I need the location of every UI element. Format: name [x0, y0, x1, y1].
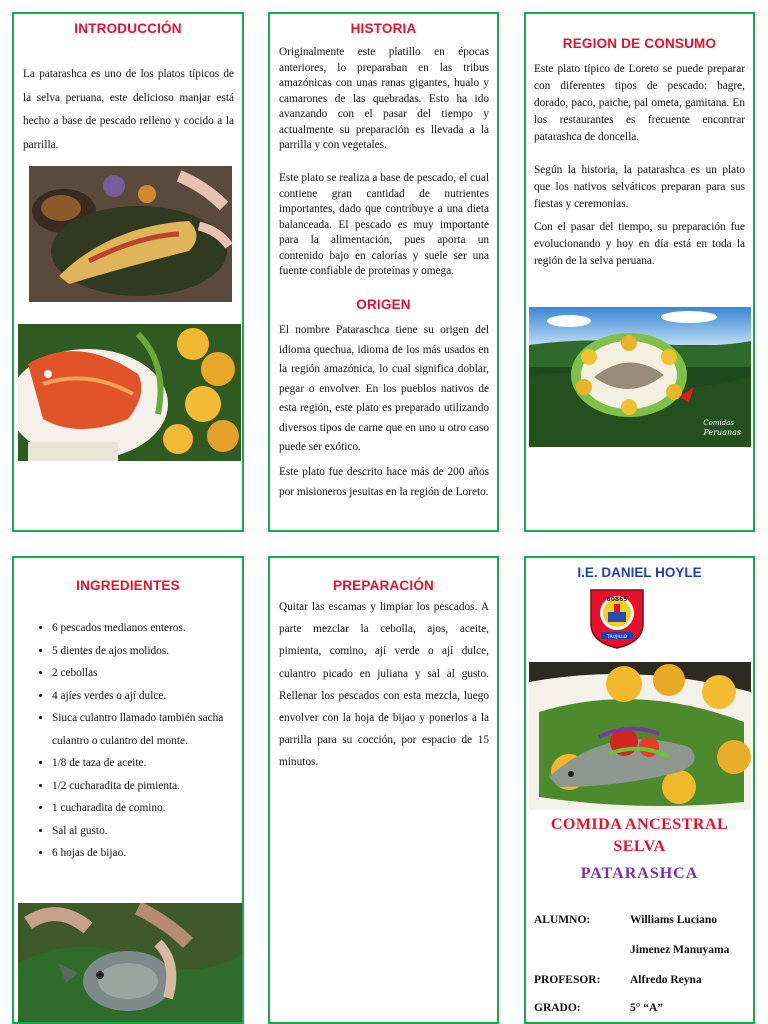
- photo-wrapping-fish: [18, 903, 243, 1024]
- ingredient-item: • 1/2 cucharadita de pimienta.: [52, 775, 236, 798]
- ingredient-item: • 1 cucharadita de comino.: [52, 797, 236, 820]
- panel-introduccion: [12, 12, 244, 532]
- ingredient-item: • 5 dientes de ajos molidos.: [52, 640, 236, 663]
- cover-title-2: PATARASHCA: [580, 865, 699, 882]
- ingredient-item: • Siuca culantro llamado también sacha culantro o culantro del monte.: [52, 707, 236, 752]
- region-title: REGION DE CONSUMO: [562, 36, 717, 51]
- preparacion-title: PREPARACIÓN: [333, 578, 434, 593]
- panel-ingredientes: [12, 556, 244, 1024]
- panel-cover: [524, 556, 755, 1024]
- info-value: Jimenez Manuyama: [630, 944, 730, 956]
- region-paragraph-3: Con el pasar del tiempo, su preparación fue evolucionando y hoy en día está en toda la región de la selva peruana.: [534, 221, 745, 267]
- origen-title: ORIGEN: [356, 297, 411, 312]
- ingredient-item: • 6 hojas de bijao.: [52, 842, 236, 865]
- info-value: 5° “A”: [630, 1002, 664, 1014]
- panel-region: [524, 12, 755, 532]
- cover-title-1: COMIDA ANCESTRAL SELVA: [550, 816, 729, 855]
- historia-paragraph-1: Originalmente este platillo en épocas anteriores, lo preparaban en las tribus amazónicas con unas ranas gigantes, hualo y camarones de las quebradas. Esto ha ido avanzando con el pasar del tiempo y actualmente su preparación es llevada a la parrilla y con vegetales.: [279, 46, 489, 151]
- origen-paragraph-1: El nombre Pataraschca tiene su origen del idioma quechua, idioma de los más usados en la región amazónica, lo cual significa doblar, pegar o envolver. En los pueblos nativos de esta región, este plato es preparado utilizando diversos tipos de carne que en uno u otro caso puede ser exótico.: [279, 324, 489, 453]
- panel-preparacion: [268, 556, 499, 1024]
- region-paragraph-2: Según la historia, la patarashca es un plato que los nativos selváticos preparan para sus fiestas y ceremonias.: [534, 164, 745, 210]
- info-value: Williams Luciano: [630, 914, 718, 926]
- historia-paragraph-2: Este plato se realiza a base de pescado, el cual contiene gran cantidad de nutrientes importantes, dado que contribuye a una dieta balanceada. El pescado es muy importante para la alimentación, pues aporta un contenido bajo en calorías y suele ser una fuente confiable de proteínas y omega.: [279, 172, 489, 277]
- info-label: ALUMNO:: [534, 914, 591, 926]
- region-paragraph-1: Este plato típico de Loreto se puede preparar con diferentes tipos de pescado: bagre, dorado, paco, paiche, pal ometa, gamitana. En los restaurantes es frecuente encontrar patarashca de doncella.: [534, 63, 745, 143]
- info-label: GRADO:: [534, 1002, 581, 1014]
- ingredient-item: • 6 pescados medianos enteros.: [52, 617, 236, 640]
- info-label: PROFESOR:: [534, 974, 601, 986]
- school-name: I.E. DANIEL HOYLE: [577, 565, 702, 580]
- ingredient-item: • 4 ajíes verdes o ají dulce.: [52, 685, 236, 708]
- crest-number: 80865: [606, 596, 628, 603]
- introduccion-text: La patarashca es uno de los platos típicos de la selva peruana, este delicioso manjar está hecho a base de pescado relleno y cocido a la parrilla.: [23, 68, 234, 151]
- ingredients-list: [34, 617, 236, 865]
- photo-fish-table: [29, 166, 232, 302]
- svg-text:Comidas: Comidas: [703, 419, 734, 427]
- photo-cover-dish: [529, 662, 751, 810]
- origen-paragraph-2: Este plato fue descrito hace más de 200 años por misioneros jesuitas en la región de Loreto.: [279, 466, 489, 498]
- ingredient-item: • 2 cebollas: [52, 662, 236, 685]
- info-value: Alfredo Reyna: [630, 974, 702, 986]
- ingredient-item: • Sal al gusto.: [52, 820, 236, 843]
- photo-jungle-dish: [529, 307, 751, 447]
- photo-fish-plantain: [18, 324, 241, 461]
- svg-text:Peruanas: Peruanas: [703, 428, 741, 437]
- preparacion-text: Quitar las escamas y limpiar los pescados. A parte mezclar la cebolla, ajos, aceite, pimienta, comino, ají verde o ají dulce, culantro picado en juliana y sal al gusto. Rellenar los pescados con esta mezcla, luego envolver con la hoja de bijao y ponerlos a la parrilla para su cocción, por espacio de 15 minutos.: [279, 601, 489, 769]
- school-crest: [587, 586, 647, 650]
- historia-title: HISTORIA: [350, 21, 417, 36]
- ingredients-list-wrap: [34, 617, 236, 865]
- crest-town: TRUJILLO: [606, 635, 628, 640]
- ingredient-item: • 1/8 de taza de aceite.: [52, 752, 236, 775]
- ingredientes-title: INGREDIENTES: [76, 578, 180, 593]
- panel-historia: [268, 12, 499, 532]
- introduccion-title: INTRODUCCIÓN: [74, 21, 182, 36]
